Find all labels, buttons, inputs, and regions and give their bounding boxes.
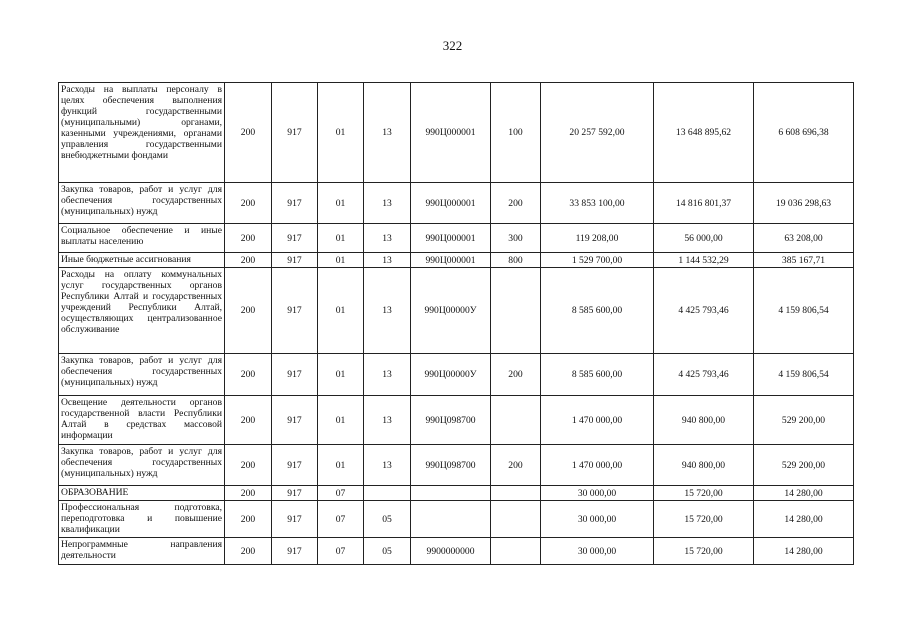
row-c4: 13 — [364, 224, 411, 253]
row-c2: 917 — [272, 501, 318, 538]
row-v1: 30 000,00 — [541, 538, 654, 565]
row-c4: 13 — [364, 445, 411, 486]
row-c3: 01 — [318, 268, 364, 354]
row-c1: 200 — [225, 268, 272, 354]
row-v2: 1 144 532,29 — [654, 253, 754, 268]
table-row — [59, 253, 854, 268]
row-c2: 917 — [272, 83, 318, 183]
row-c4: 13 — [364, 183, 411, 224]
row-c3: 01 — [318, 396, 364, 445]
row-c1: 200 — [225, 396, 272, 445]
row-v3: 14 280,00 — [754, 486, 854, 501]
row-c4: 13 — [364, 83, 411, 183]
row-name: Непрограммные направления деятельности — [59, 538, 225, 565]
row-v3: 63 208,00 — [754, 224, 854, 253]
table-row — [59, 354, 854, 396]
row-c4: 13 — [364, 268, 411, 354]
row-c3: 01 — [318, 445, 364, 486]
row-c2: 917 — [272, 396, 318, 445]
table-row — [59, 538, 854, 565]
page-number: 322 — [442, 38, 463, 53]
row-name: Закупка товаров, работ и услуг для обеспечения государственных (муниципальных) нужд — [59, 445, 225, 486]
row-c1: 200 — [225, 253, 272, 268]
row-v1: 1 529 700,00 — [541, 253, 654, 268]
row-c3: 01 — [318, 183, 364, 224]
row-v2: 940 800,00 — [654, 445, 754, 486]
row-c5 — [411, 501, 491, 538]
row-v1: 1 470 000,00 — [541, 396, 654, 445]
row-name: Расходы на выплаты персоналу в целях обеспечения выполнения функций государственными (муниципальными) органами, казенными учреждениями, органами управления государственными внебюджетными фондами — [59, 83, 225, 183]
row-v1: 119 208,00 — [541, 224, 654, 253]
row-v1: 20 257 592,00 — [541, 83, 654, 183]
row-v2: 56 000,00 — [654, 224, 754, 253]
row-c6 — [491, 396, 541, 445]
row-name: ОБРАЗОВАНИЕ — [59, 486, 225, 501]
row-c6 — [491, 501, 541, 538]
row-v3: 529 200,00 — [754, 396, 854, 445]
row-name: Социальное обеспечение и иные выплаты населению — [59, 224, 225, 253]
row-v3: 14 280,00 — [754, 538, 854, 565]
row-v1: 33 853 100,00 — [541, 183, 654, 224]
row-c3: 07 — [318, 501, 364, 538]
row-c2: 917 — [272, 253, 318, 268]
row-c2: 917 — [272, 354, 318, 396]
table-row — [59, 183, 854, 224]
table-row — [59, 396, 854, 445]
row-v2: 15 720,00 — [654, 538, 754, 565]
row-c2: 917 — [272, 445, 318, 486]
row-c6 — [491, 268, 541, 354]
row-c1: 200 — [225, 183, 272, 224]
row-c6 — [491, 538, 541, 565]
budget-table — [58, 82, 854, 565]
table-row — [59, 486, 854, 501]
table-row — [59, 224, 854, 253]
row-c3: 01 — [318, 83, 364, 183]
row-c4: 05 — [364, 538, 411, 565]
row-v1: 8 585 600,00 — [541, 354, 654, 396]
row-name: Закупка товаров, работ и услуг для обеспечения государственных (муниципальных) нужд — [59, 354, 225, 396]
row-v2: 940 800,00 — [654, 396, 754, 445]
row-c6: 100 — [491, 83, 541, 183]
row-c2: 917 — [272, 268, 318, 354]
row-v2: 4 425 793,46 — [654, 268, 754, 354]
row-v1: 30 000,00 — [541, 486, 654, 501]
row-v1: 30 000,00 — [541, 501, 654, 538]
row-name: Расходы на оплату коммунальных услуг государственных органов Республики Алтай и государственных учреждений Республики Алтай, осуществляющих централизованное обслуживание — [59, 268, 225, 354]
row-c1: 200 — [225, 83, 272, 183]
row-c4: 05 — [364, 501, 411, 538]
row-c5 — [411, 486, 491, 501]
row-v3: 4 159 806,54 — [754, 354, 854, 396]
row-c4: 13 — [364, 354, 411, 396]
row-c5: 990Ц098700 — [411, 445, 491, 486]
row-v2: 15 720,00 — [654, 486, 754, 501]
row-c5: 990Ц00000У — [411, 354, 491, 396]
row-c3: 07 — [318, 538, 364, 565]
row-v3: 385 167,71 — [754, 253, 854, 268]
row-v1: 1 470 000,00 — [541, 445, 654, 486]
row-v3: 529 200,00 — [754, 445, 854, 486]
table-row — [59, 445, 854, 486]
row-c3: 01 — [318, 253, 364, 268]
row-c3: 01 — [318, 354, 364, 396]
row-c2: 917 — [272, 183, 318, 224]
table-row — [59, 83, 854, 183]
row-c5: 990Ц000001 — [411, 224, 491, 253]
row-c3: 01 — [318, 224, 364, 253]
row-c5: 990Ц00000У — [411, 268, 491, 354]
row-c5: 990Ц098700 — [411, 396, 491, 445]
table-row — [59, 268, 854, 354]
row-c3: 07 — [318, 486, 364, 501]
row-v2: 14 816 801,37 — [654, 183, 754, 224]
row-c5: 990Ц000001 — [411, 253, 491, 268]
row-v3: 6 608 696,38 — [754, 83, 854, 183]
row-c6: 200 — [491, 445, 541, 486]
row-c6: 300 — [491, 224, 541, 253]
row-c5: 990Ц000001 — [411, 83, 491, 183]
row-c1: 200 — [225, 501, 272, 538]
row-c6 — [491, 486, 541, 501]
row-v3: 4 159 806,54 — [754, 268, 854, 354]
row-c2: 917 — [272, 538, 318, 565]
row-v3: 19 036 298,63 — [754, 183, 854, 224]
row-c6: 200 — [491, 183, 541, 224]
row-c5: 9900000000 — [411, 538, 491, 565]
row-c1: 200 — [225, 354, 272, 396]
row-v2: 15 720,00 — [654, 501, 754, 538]
row-v2: 4 425 793,46 — [654, 354, 754, 396]
row-c1: 200 — [225, 224, 272, 253]
row-name: Иные бюджетные ассигнования — [59, 253, 225, 268]
row-name: Освещение деятельности органов государственной власти Республики Алтай в средствах массовой информации — [59, 396, 225, 445]
row-name: Закупка товаров, работ и услуг для обеспечения государственных (муниципальных) нужд — [59, 183, 225, 224]
table-row — [59, 501, 854, 538]
row-c6: 200 — [491, 354, 541, 396]
row-v3: 14 280,00 — [754, 501, 854, 538]
row-c1: 200 — [225, 486, 272, 501]
row-c5: 990Ц000001 — [411, 183, 491, 224]
row-c4: 13 — [364, 253, 411, 268]
row-c1: 200 — [225, 538, 272, 565]
row-c4 — [364, 486, 411, 501]
row-c6: 800 — [491, 253, 541, 268]
row-c4: 13 — [364, 396, 411, 445]
row-c2: 917 — [272, 224, 318, 253]
row-name: Профессиональная подготовка, переподготовка и повышение квалификации — [59, 501, 225, 538]
row-c2: 917 — [272, 486, 318, 501]
row-c1: 200 — [225, 445, 272, 486]
row-v1: 8 585 600,00 — [541, 268, 654, 354]
row-v2: 13 648 895,62 — [654, 83, 754, 183]
